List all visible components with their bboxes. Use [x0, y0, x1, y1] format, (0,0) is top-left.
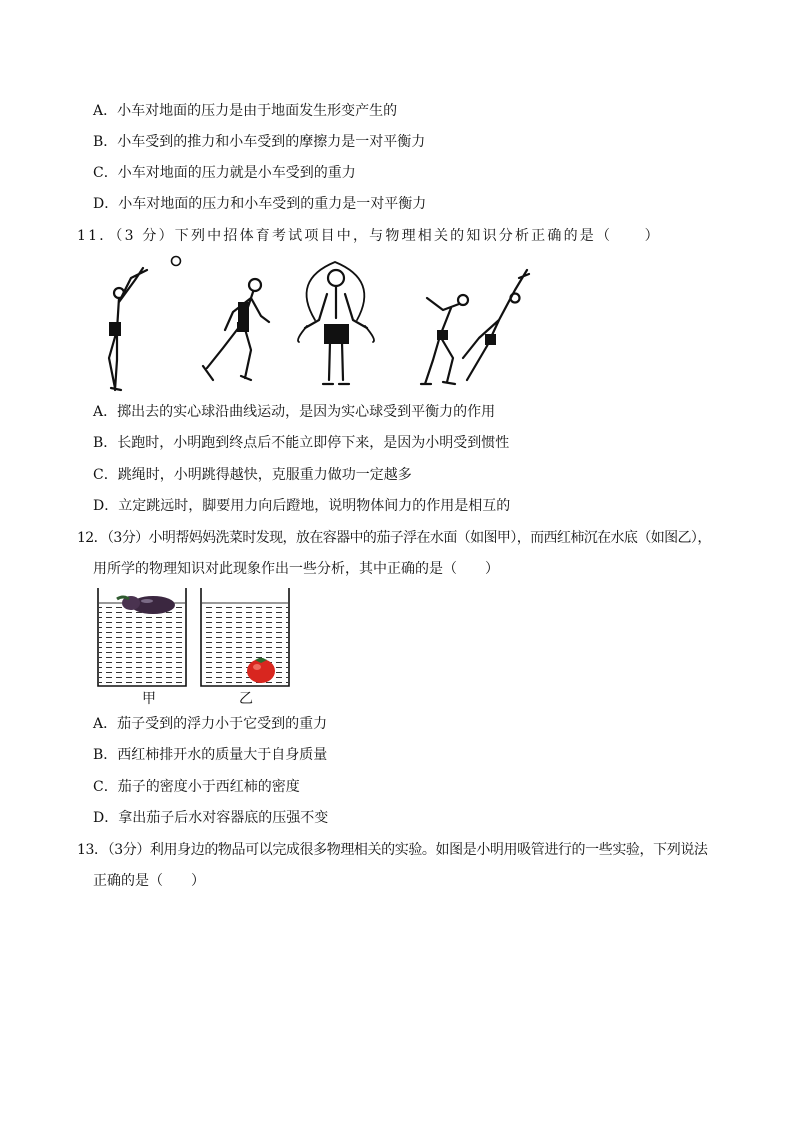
q10-option-a: A．小车对地面的压力是由于地面发生形变产生的 — [93, 103, 398, 119]
ball-thrower-illustration — [109, 257, 181, 391]
q12-stem-line1: 12．（3分）小明帮妈妈洗菜时发现，放在容器中的茄子浮在水面（如图甲），而西红柿沉在水底（如图乙）， — [77, 530, 711, 546]
containers-figure — [95, 585, 295, 690]
q11-option-a: A．掷出去的实心球沿曲线运动，是因为实心球受到平衡力的作用 — [93, 404, 496, 420]
q10-option-b: B．小车受到的推力和小车受到的摩擦力是一对平衡力 — [93, 134, 426, 150]
container-jia — [98, 588, 186, 686]
caption-yi: 乙 — [239, 691, 253, 707]
rope-jumper-illustration — [298, 262, 374, 384]
q13-stem-line1: 13．（3分）利用身边的物品可以完成很多物理相关的实验。如图是小明用吸管进行的一些实验，下列说法 — [77, 842, 708, 858]
q13-stem-line2: 正确的是（ ） — [93, 873, 205, 889]
q12-option-b: B．西红柿排开水的质量大于自身质量 — [93, 747, 328, 763]
q11-stem: 11．（3 分）下列中招体育考试项目中，与物理相关的知识分析正确的是（ ） — [77, 228, 661, 244]
q11-option-d: D．立定跳远时，脚要用力向后蹬地，说明物体间力的作用是相互的 — [93, 498, 511, 514]
caption-jia: 甲 — [142, 691, 156, 707]
q12-stem-line2: 用所学的物理知识对此现象作出一些分析，其中正确的是（ ） — [93, 561, 499, 577]
runner-illustration — [203, 279, 269, 380]
long-jumper-illustration — [421, 270, 529, 384]
q10-option-c: C．小车对地面的压力就是小车受到的重力 — [93, 165, 356, 181]
q12-option-a: A．茄子受到的浮力小于它受到的重力 — [93, 716, 328, 732]
sports-figure — [95, 250, 535, 395]
q12-option-c: C．茄子的密度小于西红柿的密度 — [93, 779, 300, 795]
q12-option-d: D．拿出茄子后水对容器底的压强不变 — [93, 810, 329, 826]
container-yi — [201, 588, 289, 686]
thrown-ball — [172, 257, 181, 266]
q10-option-d: D．小车对地面的压力和小车受到的重力是一对平衡力 — [93, 196, 427, 212]
q11-option-c: C．跳绳时，小明跳得越快，克服重力做功一定越多 — [93, 467, 412, 483]
q11-option-b: B．长跑时，小明跑到终点后不能立即停下来，是因为小明受到惯性 — [93, 435, 510, 451]
